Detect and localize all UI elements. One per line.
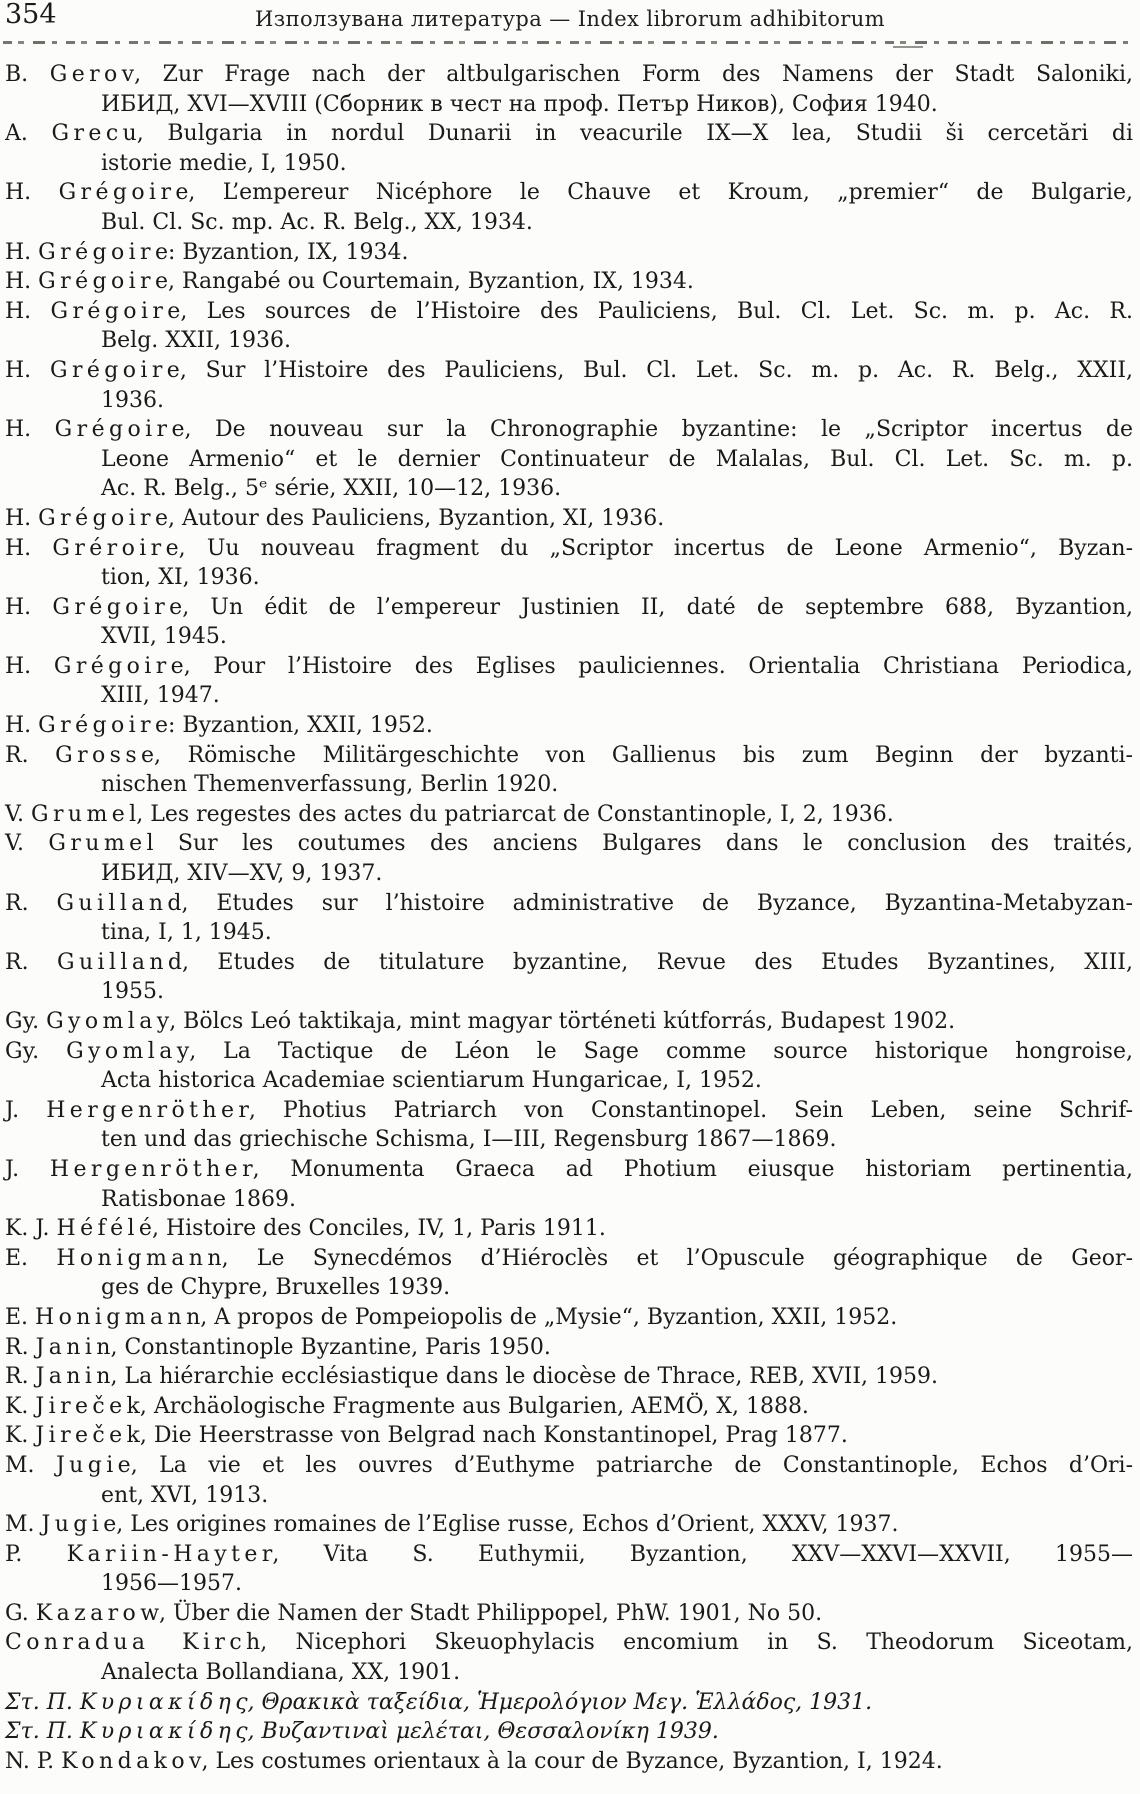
author-initials: V. (5, 831, 49, 857)
author-name: Grégoire (54, 417, 189, 443)
author-name: Jugie (41, 1512, 121, 1538)
author-initials: K. (5, 1393, 36, 1419)
bib-entry (5, 652, 1133, 711)
bib-entry (5, 889, 1133, 948)
bib-entry-line (5, 1451, 1133, 1481)
bib-entry-line (5, 1688, 1133, 1718)
entry-text: , Sur l’Histoire des Pauliciens, Bul. Cl. Let. Sc. m. p. Ac. R. Belg., XXII, (179, 357, 1134, 383)
entry-text: , Les costumes orientaux à la cour de Byzance, Byzantion, I, 1924. (201, 1748, 943, 1774)
author-initials: R. (5, 890, 57, 916)
bib-entry-line: Ratisbonae 1869. (101, 1186, 296, 1212)
bib-entry-line (5, 1421, 1133, 1451)
author-name: Grégoire (53, 653, 189, 679)
bib-entry-line (5, 889, 1133, 919)
bib-entry-line: 1955. (101, 979, 164, 1005)
bib-entry-line (5, 1540, 1133, 1570)
author-name: Guilland (56, 890, 186, 916)
author-initials: R. (5, 1334, 36, 1360)
entry-text: , Die Heerstrasse von Belgrad nach Konstantinopel, Prag 1877. (139, 1423, 848, 1449)
author-name: Κυριακίδης (79, 1719, 252, 1745)
author-name: Hergenröther (46, 1097, 254, 1123)
author-initials: M. (5, 1452, 56, 1478)
author-name: Κυριακίδης (79, 1689, 252, 1715)
bib-entry (5, 1747, 1133, 1777)
bib-entry (5, 800, 1133, 830)
author-name: Grégoire (38, 239, 173, 265)
entry-text: , Photius Patriarch von Constantinopel. Sein Leben, seine Schrif- (248, 1097, 1134, 1123)
author-initials: J. (5, 1097, 47, 1123)
bib-entry-line (5, 948, 1133, 978)
page-number: 354 (5, 0, 57, 30)
bib-entry-line (5, 1037, 1133, 1067)
bib-entry-line: Belg. XXII, 1936. (101, 328, 291, 354)
author-name: Jireček (35, 1423, 145, 1449)
entry-text: , Βυζαντιναὶ μελέται, Θεσσαλονίκη 1939. (247, 1719, 719, 1745)
entry-text: , L’empereur Nicéphore le Chauve et Kroum, „premier“ de Bulgarie, (188, 180, 1133, 206)
author-initials: H. (5, 417, 55, 443)
author-name: Honigmann (35, 1304, 205, 1330)
author-initials: K. J. (5, 1216, 57, 1242)
entry-text: , Les origines romaines de l’Eglise russe, Echos d’Orient, XXXV, 1937. (116, 1512, 899, 1538)
bib-entry (5, 1392, 1133, 1422)
bib-entry-line (5, 356, 1133, 386)
bib-entry (5, 1421, 1133, 1451)
author-initials: K. (5, 1423, 36, 1449)
bib-entry-line (5, 1214, 1133, 1244)
bib-entry-line (5, 1155, 1133, 1185)
bib-entry-line (5, 267, 1133, 297)
bib-entry-line (5, 1628, 1133, 1658)
entry-text: , Les sources de l’Histoire des Pauliciens, Bul. Cl. Let. Sc. m. p. Ac. R. (180, 298, 1133, 324)
author-name: Héfélé (56, 1216, 157, 1242)
bib-entry-line: 1936. (101, 387, 164, 413)
bib-entry-line (5, 593, 1133, 623)
bib-entry-line: ten und das griechische Schisma, I—III, Regensburg 1867—1869. (101, 1127, 837, 1153)
bib-entry-line (5, 800, 1133, 830)
bib-entry (5, 1717, 1133, 1747)
bib-entry-line (5, 1007, 1133, 1037)
bib-entry-line (5, 1362, 1133, 1392)
bib-entry-line (5, 741, 1133, 771)
author-name: Grosse (55, 742, 159, 768)
entry-text: , Vita S. Euthymii, Byzantion, XXV—XXVI—XXVII, 1955— (272, 1541, 1133, 1567)
bib-entry (5, 1362, 1133, 1392)
entry-text: : Byzantion, XXII, 1952. (168, 713, 433, 739)
bib-entry-line: Acta historica Academiae scientiarum Hungaricae, I, 1952. (101, 1068, 762, 1094)
bib-entry-line (5, 1096, 1133, 1126)
bib-entry (5, 593, 1133, 652)
author-initials: H. (5, 298, 51, 324)
bib-entry-line: tina, I, 1, 1945. (101, 920, 272, 946)
entry-text: , La hiérarchie ecclésiastique dans le diocèse de Thrace, REB, XVII, 1959. (110, 1364, 938, 1390)
author-name: Conradua Kirch (5, 1630, 265, 1656)
bib-entry (5, 238, 1133, 268)
author-initials: Gy. (5, 1038, 67, 1064)
bib-entry-line (5, 415, 1133, 445)
bib-entry-line (5, 1717, 1133, 1747)
bib-entry-line: nischen Themenverfassung, Berlin 1920. (101, 772, 559, 798)
author-initials: Gy. (5, 1009, 47, 1034)
bib-entry-line: ges de Chypre, Bruxelles 1939. (101, 1275, 451, 1301)
author-initials: E. (5, 1304, 36, 1330)
bib-entry-line (5, 297, 1133, 327)
bib-entry-line (5, 1392, 1133, 1422)
running-head (0, 0, 1140, 34)
bib-entry-line: XIII, 1947. (101, 683, 220, 709)
entry-text: , Römische Militärgeschichte von Gallienus bis zum Beginn der byzanti- (154, 742, 1133, 768)
bib-entry-line: Leone Armenio“ et le dernier Continuateur de Malalas, Bul. Cl. Let. Sc. m. p. (101, 446, 1133, 472)
bib-entry-line: tion, XI, 1936. (101, 565, 260, 591)
bib-entry-line (5, 534, 1133, 564)
bib-entry-line (5, 504, 1133, 534)
author-name: Kondakov (61, 1748, 206, 1774)
bib-entry (5, 1510, 1133, 1540)
bib-entry-line: ИБИД, XVI—XVIII (Сборник в чест на проф. Петър Ников), София 1940. (101, 91, 938, 117)
author-initials: P. (5, 1541, 67, 1567)
entry-text: , Constantinople Byzantine, Paris 1950. (110, 1334, 551, 1360)
entry-text: , La vie et les ouvres d’Euthyme patriarche de Constantinople, Echos d’Ori- (130, 1452, 1134, 1478)
bib-entry (5, 356, 1133, 415)
author-name: Grecu (51, 121, 142, 147)
entry-text: , Un édit de l’empereur Justinien II, daté de septembre 688, Byzantion, (182, 594, 1133, 620)
bib-entry (5, 741, 1133, 800)
bib-entry-line: ИБИД, XIV—XV, 9, 1937. (101, 861, 383, 887)
entry-text: , Bölcs Leó taktikaja, mint magyar történeti kútforrás, Budapest 1902. (169, 1009, 956, 1034)
bib-entry (5, 948, 1133, 1007)
bib-entry-line: XVII, 1945. (101, 624, 227, 650)
entry-text: , La Tactique de Léon le Sage comme source historique hongroise, (189, 1038, 1133, 1064)
entry-text: , Θρακικὰ ταξείδια, Ἡμερολόγιον Μεγ. Ἑλλάδος, 1931. (247, 1689, 873, 1715)
bib-entry-line (5, 1303, 1133, 1333)
bib-entry-line (5, 652, 1133, 682)
bib-entry-line (5, 711, 1133, 741)
author-name: Grumel (31, 801, 141, 827)
author-initials: G. (5, 1600, 36, 1626)
author-name: Grégoire (49, 357, 185, 383)
author-name: Jugie (55, 1452, 136, 1478)
bib-entry-line (5, 1510, 1133, 1540)
author-name: Janin (35, 1364, 115, 1390)
author-initials: M. (5, 1512, 42, 1538)
entry-text: , Uu nouveau fragment du „Scriptor incertus de Leone Armenio“, Byzan- (178, 535, 1134, 561)
author-name: Gerov (49, 62, 139, 87)
entry-text: , Über die Namen der Stadt Philippopel, PhW. 1901, No 50. (159, 1600, 823, 1626)
author-initials: J. (5, 1156, 50, 1182)
author-initials: Στ. Π. (5, 1689, 80, 1715)
bib-entry-line: Ac. R. Belg., 5ᵉ série, XXII, 10—12, 1936. (101, 476, 562, 502)
bib-entry (5, 1155, 1133, 1214)
author-name: Grégoire (52, 594, 187, 620)
bib-entry-line: Bul. Cl. Sc. mp. Ac. R. Belg., XX, 1934. (101, 209, 533, 235)
author-name: Grégoire (38, 505, 173, 531)
author-initials: Στ. Π. (5, 1719, 80, 1745)
entry-text: , A propos de Pompeiopolis de „Mysie“, Byzantion, XXII, 1952. (200, 1304, 898, 1330)
author-name: Gyomlay (46, 1009, 174, 1034)
author-initials: H. (5, 653, 54, 679)
author-initials: R. (5, 949, 57, 975)
author-initials: H. (5, 180, 59, 206)
header-rule-fragment (893, 46, 923, 48)
bib-entry-line: 1956—1957. (101, 1571, 242, 1597)
bib-entry (5, 1214, 1133, 1244)
bib-entry (5, 534, 1133, 593)
author-initials: E. (5, 1245, 57, 1271)
author-name: Grumel (48, 831, 158, 857)
bib-entry (5, 1244, 1133, 1303)
author-initials: H. (5, 239, 39, 265)
author-name: Grégoire (38, 269, 173, 295)
entry-text: , Monumenta Graeca ad Photium eiusque historiam pertinentia, (252, 1156, 1133, 1182)
entry-text: , Zur Frage nach der altbulgarischen Form des Namens der Stadt Saloniki, (134, 62, 1133, 87)
bib-entry (5, 711, 1133, 741)
entry-text: , Archäologische Fragmente aus Bulgarien, AEMÖ, X, 1888. (139, 1393, 809, 1419)
entry-text: Sur les coutumes des anciens Bulgares dans le conclusion des traités, (153, 831, 1133, 857)
bib-entry-line (5, 119, 1133, 149)
bib-entry-line (5, 1333, 1133, 1363)
author-initials: H. (5, 594, 53, 620)
author-initials: V. (5, 801, 32, 827)
bib-entry (5, 504, 1133, 534)
author-name: Kariin-Hayter (66, 1541, 277, 1567)
bib-entry-line (5, 1747, 1133, 1777)
header-rule (3, 41, 1137, 44)
bib-entry (5, 178, 1133, 237)
entry-text: , Etudes de titulature byzantine, Revue des Etudes Byzantines, XIII, (182, 949, 1133, 975)
author-name: Guilland (56, 949, 187, 975)
author-initials: H. (5, 713, 39, 739)
bib-entry (5, 119, 1133, 178)
entry-text: , Bulgaria in nordul Dunarii in veacurile IX—X lea, Studii ši cercetări di (136, 121, 1134, 147)
bib-entry-line (5, 1599, 1133, 1629)
bibliography-list (5, 60, 1133, 1776)
author-initials: H. (5, 269, 39, 295)
bib-entry (5, 829, 1133, 888)
entry-text: , Histoire des Conciles, IV, 1, Paris 1911. (151, 1216, 606, 1242)
bib-entry (5, 1096, 1133, 1155)
bib-entry (5, 1628, 1133, 1687)
bib-entry (5, 297, 1133, 356)
author-name: Gyomlay (66, 1038, 194, 1064)
author-name: Honigmann (56, 1245, 226, 1271)
author-initials: R. (5, 1364, 36, 1390)
author-name: Grégoire (58, 180, 193, 206)
author-initials: N. P. (5, 1748, 62, 1774)
bib-entry-line (5, 60, 1133, 90)
bib-entry (5, 1540, 1133, 1599)
entry-text: , Nicephori Skeuophylacis encomium in S. Theodorum Siceotam, (260, 1630, 1134, 1656)
entry-text: , Pour l’Histoire des Eglises pauliciennes. Orientalia Christiana Periodica, (183, 653, 1134, 679)
bib-entry (5, 267, 1133, 297)
bib-entry-line (5, 178, 1133, 208)
bib-entry (5, 1599, 1133, 1629)
author-initials: H. (5, 505, 39, 531)
author-name: Grégoire (38, 713, 173, 739)
bib-entry (5, 1007, 1133, 1037)
bib-entry-line: ent, XVI, 1913. (101, 1482, 269, 1508)
bib-entry (5, 1303, 1133, 1333)
bib-entry (5, 415, 1133, 504)
author-initials: H. (5, 357, 50, 383)
bib-entry-line (5, 829, 1133, 859)
bib-entry (5, 60, 1133, 119)
page-header-title: Използувана литература — Index librorum adhibitorum (255, 7, 885, 31)
bib-entry-line (5, 238, 1133, 268)
author-name: Jireček (35, 1393, 145, 1419)
entry-text: , Le Synecdémos d’Hiéroclès et l’Opuscule géographique de Geor- (221, 1245, 1133, 1271)
bib-entry (5, 1037, 1133, 1096)
bib-entry (5, 1451, 1133, 1510)
author-name: Kazarow (35, 1600, 164, 1626)
author-name: Hergenröther (49, 1156, 258, 1182)
bib-entry-line: istorie medie, I, 1950. (101, 150, 347, 176)
author-name: Grégoire (50, 298, 185, 324)
author-initials: A. (5, 121, 52, 147)
bib-entry (5, 1333, 1133, 1363)
author-initials: H. (5, 535, 53, 561)
entry-text: , Etudes sur l’histoire administrative de Byzance, Byzantina-Metabyzan- (181, 890, 1133, 916)
bib-entry-line: Analecta Bollandiana, XX, 1901. (101, 1660, 461, 1686)
bib-entry (5, 1688, 1133, 1718)
entry-text: , De nouveau sur la Chronographie byzantine: le „Scriptor incertus de (184, 417, 1134, 443)
author-name: Janin (35, 1334, 115, 1360)
entry-text: , Autour des Pauliciens, Byzantion, XI, 1936. (168, 505, 665, 531)
entry-text: : Byzantion, IX, 1934. (168, 239, 409, 265)
author-initials: R. (5, 742, 56, 768)
entry-text: , Rangabé ou Courtemain, Byzantion, IX, 1934. (168, 269, 694, 295)
entry-text: , Les regestes des actes du patriarcat de Constantinople, I, 2, 1936. (136, 801, 894, 827)
bib-entry-line (5, 1244, 1133, 1274)
author-name: Gréroire (52, 535, 184, 561)
author-initials: B. (5, 62, 50, 87)
